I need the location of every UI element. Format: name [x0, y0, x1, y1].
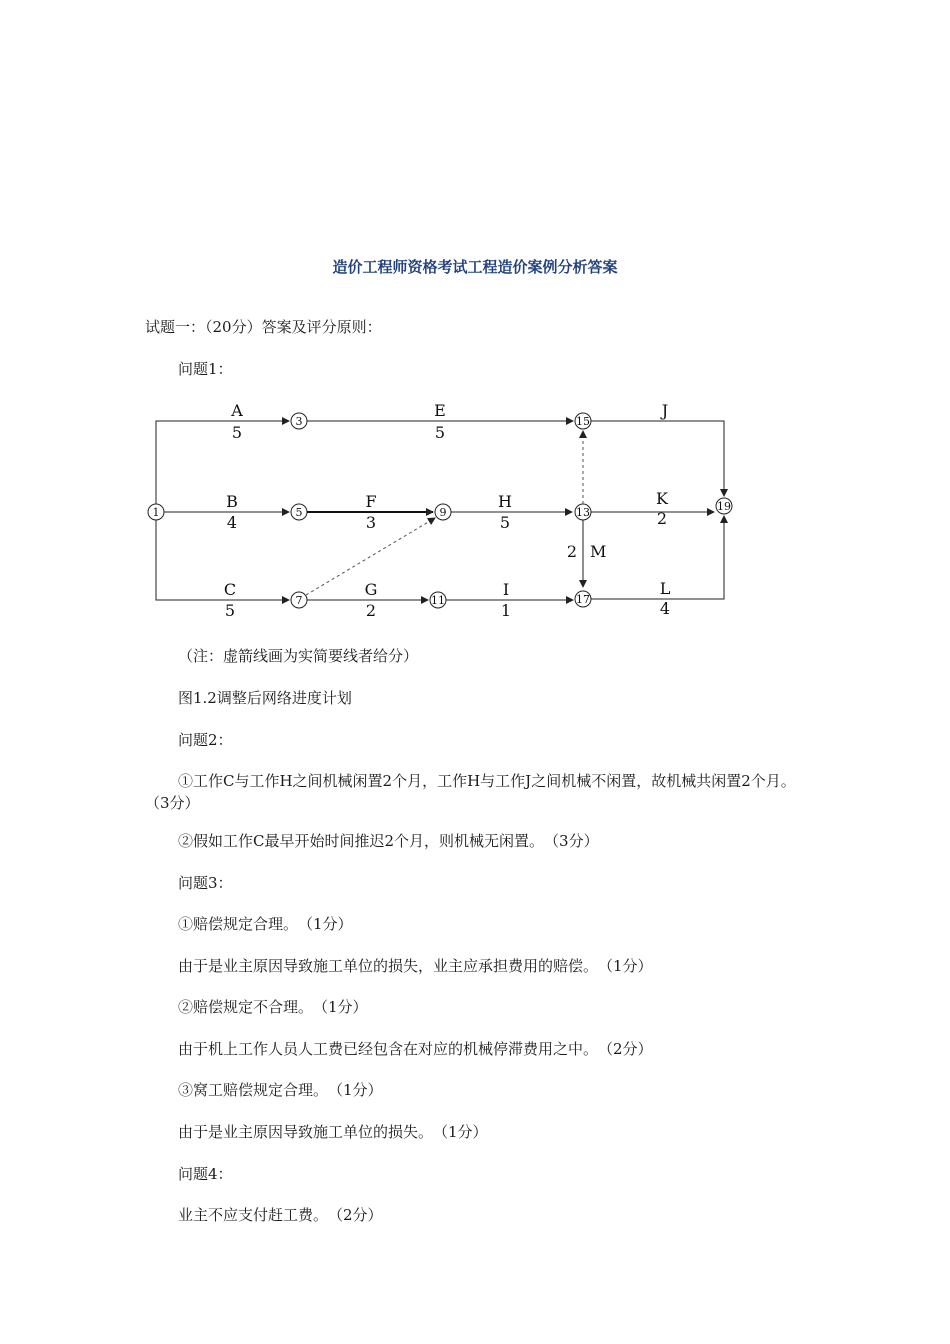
- activity-E-duration: 5: [434, 423, 446, 442]
- question-4-label: 问题4：: [178, 1165, 233, 1183]
- node-9: [435, 504, 451, 520]
- question-3-reason-2: 由于机上工作人员人工费已经包含在对应的机械停滞费用之中。 （2分）: [178, 1040, 653, 1058]
- question-3-reason-1: 由于是业主原因导致施工单位的损失，业主应承担费用的赔偿。 （1分）: [178, 957, 653, 975]
- document-title: 造价工程师资格考试工程造价案例分析答案: [332, 258, 618, 276]
- activity-I-duration: 1: [500, 601, 512, 620]
- activity-L-name: L: [659, 579, 671, 598]
- activity-B-name: B: [226, 492, 238, 511]
- svg-text:17: 17: [576, 593, 590, 606]
- question-3-answer-1: ①赔偿规定合理。 （1分）: [178, 915, 353, 933]
- section-heading: 试题一：（20分）答案及评分原则：: [145, 318, 382, 336]
- node-5: [291, 504, 307, 520]
- activity-A-name: A: [231, 401, 243, 420]
- node-15: [575, 413, 591, 429]
- activity-G-name: G: [364, 580, 378, 599]
- activity-C-duration: 5: [224, 601, 236, 620]
- node-3: [291, 413, 307, 429]
- arrow-A: [156, 421, 289, 504]
- activity-H-name: H: [498, 492, 512, 511]
- svg-text:5: 5: [295, 506, 303, 519]
- activity-M-name: M: [590, 542, 607, 561]
- svg-text:1: 1: [152, 506, 160, 519]
- activity-I-name: I: [502, 580, 510, 599]
- node-7: [291, 592, 307, 608]
- question-1-label: 问题1：: [178, 360, 233, 378]
- arrow-L: [591, 516, 724, 599]
- activity-K-duration: 2: [656, 509, 668, 528]
- node-19: [716, 498, 732, 514]
- question-2-answer-2: ②假如工作C最早开始时间推迟2个月，则机械无闲置。 （3分）: [178, 832, 599, 850]
- figure-caption: 图1.2调整后网络进度计划: [178, 689, 352, 707]
- svg-text:7: 7: [295, 594, 303, 607]
- svg-text:3: 3: [295, 415, 303, 428]
- question-3-reason-3: 由于是业主原因导致施工单位的损失。 （1分）: [178, 1123, 488, 1141]
- svg-text:15: 15: [576, 415, 590, 428]
- question-2-answer-1: ①工作C与工作H之间机械闲置2个月，工作H与工作J之间机械不闲置，故机械共闲置2个月。 （3分）: [145, 772, 804, 812]
- activity-F-duration: 3: [365, 513, 377, 532]
- network-diagram: [140, 392, 760, 622]
- svg-text:13: 13: [576, 506, 590, 519]
- activity-M-duration: 2: [566, 542, 577, 561]
- activity-C-name: C: [223, 580, 237, 599]
- activity-G-duration: 2: [365, 601, 377, 620]
- activity-J-name: J: [661, 401, 669, 420]
- svg-text:19: 19: [717, 500, 731, 513]
- node-11: [430, 592, 446, 608]
- node-1: [148, 504, 164, 520]
- svg-text:11: 11: [431, 594, 445, 607]
- activity-E-name: E: [434, 401, 446, 420]
- node-17: [575, 591, 591, 607]
- arrow-C: [156, 520, 289, 600]
- activity-A-duration: 5: [231, 423, 243, 442]
- diagram-note: （注：虚箭线画为实简要线者给分）: [178, 647, 419, 665]
- node-13: [575, 504, 591, 520]
- activity-F-name: F: [365, 492, 377, 511]
- question-2-label: 问题2：: [178, 731, 233, 749]
- question-4-answer-1: 业主不应支付赶工费。 （2分）: [178, 1206, 383, 1224]
- question-3-answer-3: ③窝工赔偿规定合理。 （1分）: [178, 1081, 383, 1099]
- activity-B-duration: 4: [226, 513, 238, 532]
- arrow-J: [591, 421, 724, 496]
- activity-H-duration: 5: [499, 513, 511, 532]
- question-3-label: 问题3：: [178, 874, 233, 892]
- question-3-answer-2: ②赔偿规定不合理。 （1分）: [178, 998, 368, 1016]
- activity-K-name: K: [656, 489, 668, 508]
- activity-L-duration: 4: [659, 599, 671, 618]
- svg-text:9: 9: [439, 506, 447, 519]
